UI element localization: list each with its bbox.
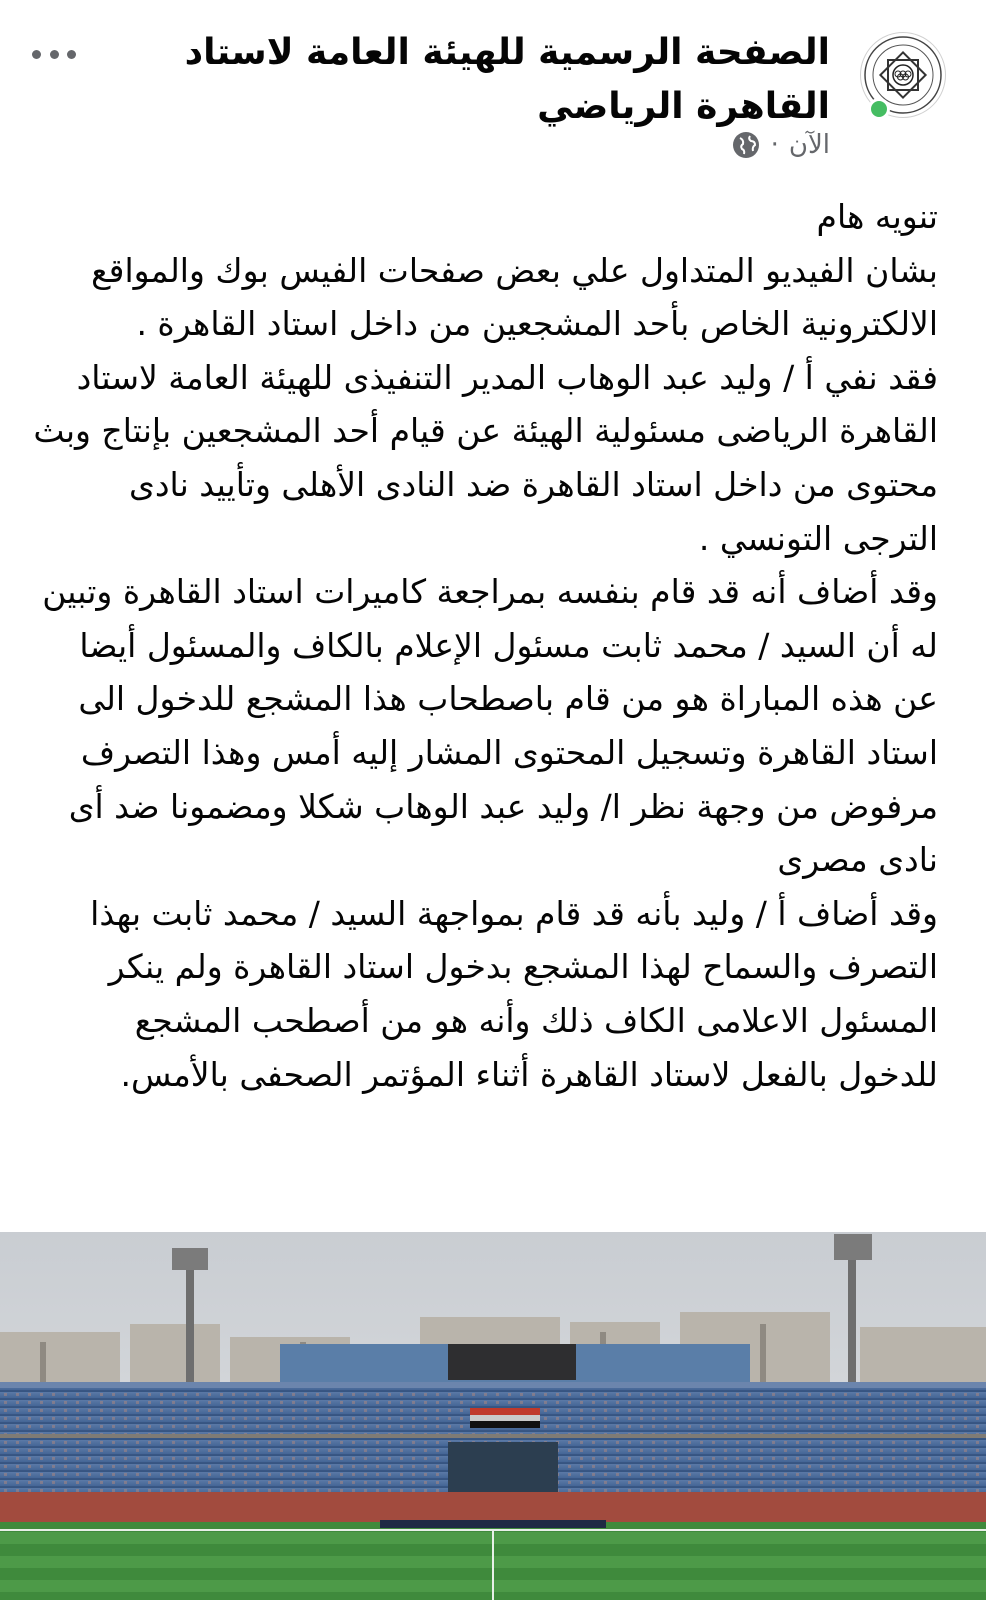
post-paragraph: تنويه هام bbox=[816, 197, 938, 236]
separator: · bbox=[770, 130, 779, 160]
post-paragraph: بشان الفيديو المتداول علي بعض صفحات الفيس بوك والمواقع الالكترونية الخاص بأحد المشجعين من داخل استاد القاهرة . bbox=[91, 250, 938, 344]
globe-icon bbox=[731, 130, 761, 160]
post-text bbox=[33, 190, 938, 1101]
dot-icon bbox=[67, 50, 76, 59]
post-header bbox=[0, 0, 986, 190]
stadium-photo[interactable] bbox=[0, 1232, 986, 1600]
post-paragraph: فقد نفي أ / وليد عبد الوهاب المدير التنفيذى للهيئة العامة لاستاد القاهرة الرياضى مسئولية الهيئة عن قيام أحد المشجعين بإنتاج وبث محتوى من داخل استاد القاهرة ضد النادى الأهلى وتأييد نادى الترجى التونسي . bbox=[33, 357, 938, 558]
online-status-icon bbox=[868, 98, 890, 120]
dot-icon bbox=[32, 50, 41, 59]
timestamp[interactable]: الآن bbox=[788, 130, 830, 160]
page-avatar[interactable] bbox=[860, 32, 946, 118]
more-options-button[interactable] bbox=[32, 40, 76, 68]
post-meta bbox=[731, 130, 830, 160]
page-name[interactable]: الصفحة الرسمية للهيئة العامة لاستاد القاهرة الرياضي bbox=[184, 32, 830, 127]
post-paragraph: وقد أضاف أ / وليد بأنه قد قام بمواجهة السيد / محمد ثابت بهذا التصرف والسماح لهذا المشجع بدخول استاد القاهرة ولم ينكر المسئول الاعلامى الكاف ذلك وأنه هو من أصطحب المشجع للدخول بالفعل لاستاد القاهرة أثناء المؤتمر الصحفى بالأمس. bbox=[90, 893, 938, 1094]
post-paragraph: وقد أضاف أنه قد قام بنفسه بمراجعة كاميرات استاد القاهرة وتبين له أن السيد / محمد ثابت مسئول الإعلام بالكاف والمسئول أيضا عن هذه المباراة هو من قام باصطحاب هذا المشجع للدخول الى استاد القاهرة وتسجيل المحتوى المشار إليه أمس وهذا التصرف مرفوض من وجهة نظر ا/ وليد عبد الوهاب شكلا ومضمونا ضد أى نادى مصرى bbox=[42, 572, 938, 880]
dot-icon bbox=[50, 50, 59, 59]
